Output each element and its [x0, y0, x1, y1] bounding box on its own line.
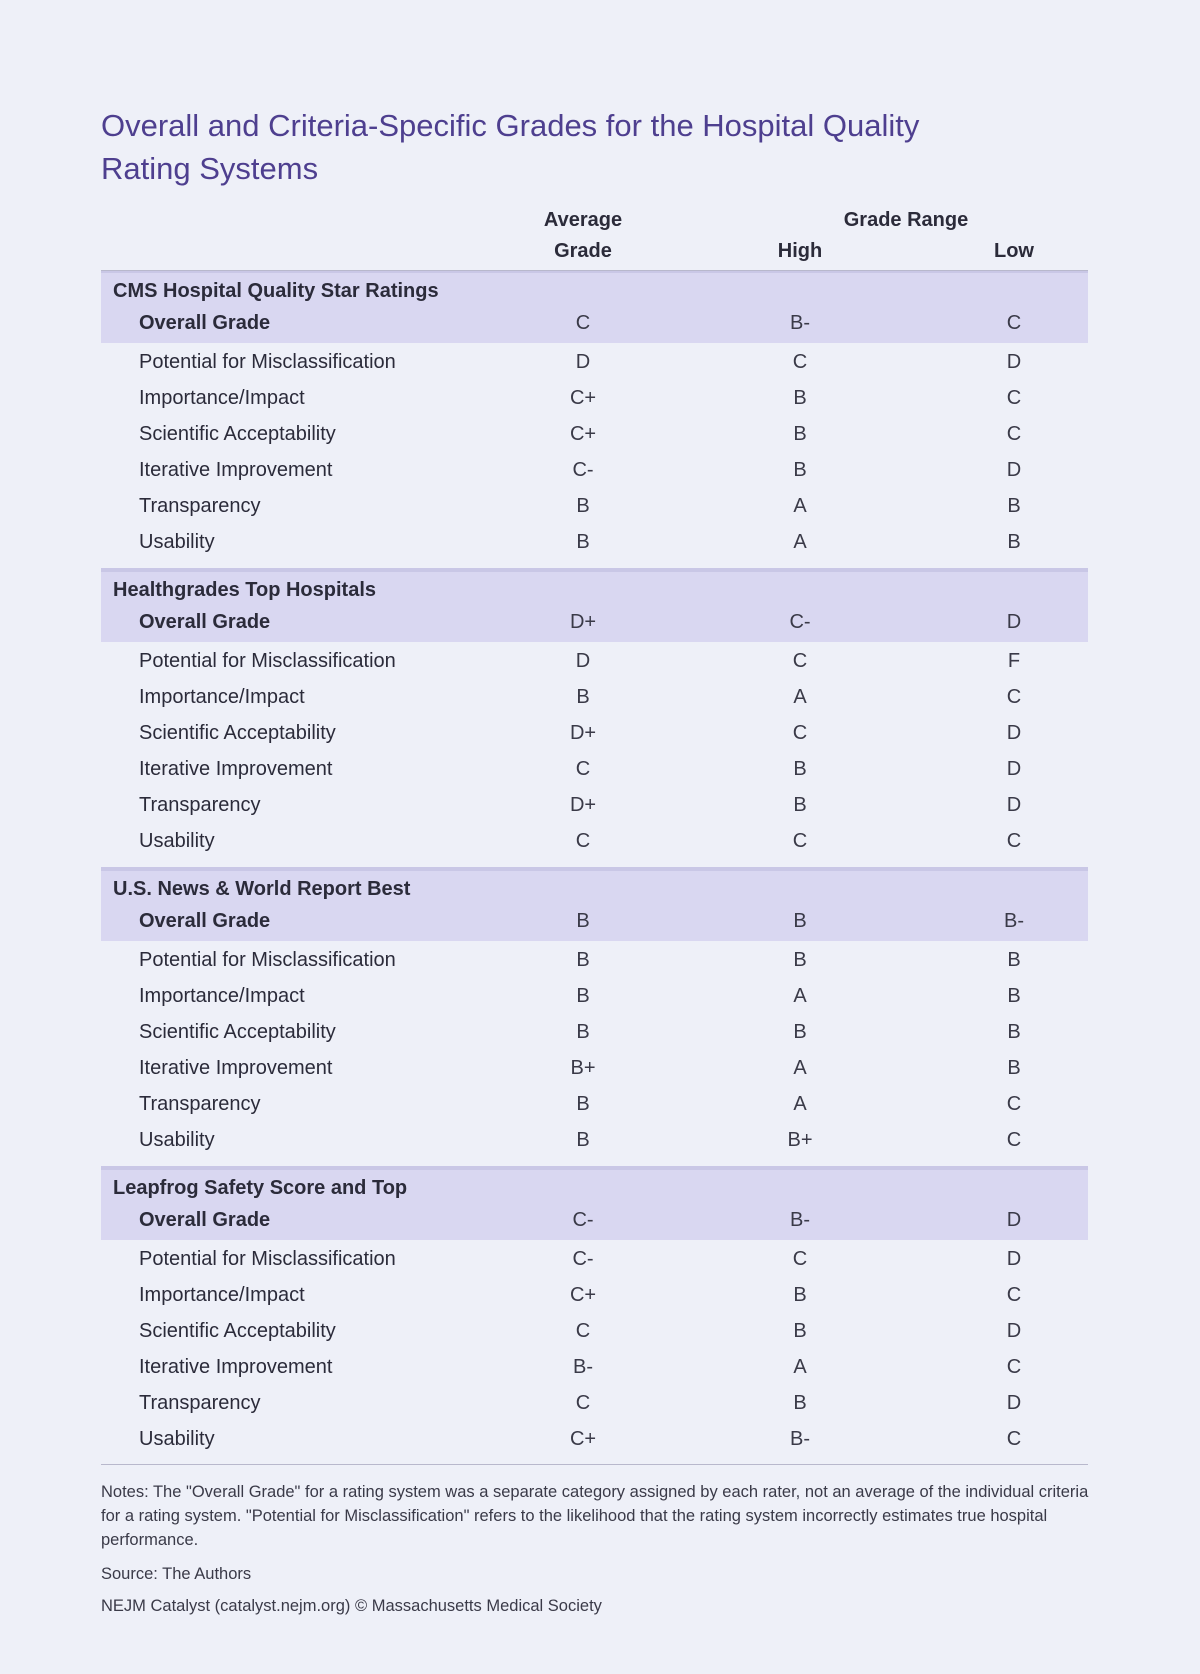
high-grade: C [792, 722, 808, 744]
table-row [101, 416, 1088, 452]
high-grade: C- [789, 611, 811, 633]
table-row [101, 488, 1088, 524]
low-grade: C [1006, 423, 1022, 445]
criterion-label: Iterative Improvement [139, 758, 333, 780]
table-row [101, 1349, 1088, 1385]
criterion-label: Importance/Impact [139, 985, 305, 1007]
criterion-label: Usability [139, 830, 215, 852]
table-row [101, 903, 1088, 939]
high-grade: A [793, 495, 807, 517]
low-grade: D [1006, 351, 1022, 373]
criterion-label: Importance/Impact [139, 1284, 305, 1306]
table-row [101, 1241, 1088, 1277]
table-row [101, 679, 1088, 715]
criterion-label: Scientific Acceptability [139, 722, 336, 744]
average-grade: D+ [569, 611, 597, 633]
table-row [101, 380, 1088, 416]
average-grade: C+ [569, 387, 597, 409]
average-grade: C [575, 1392, 591, 1414]
criterion-label: Iterative Improvement [139, 1356, 333, 1378]
high-grade: B [793, 1284, 807, 1306]
average-grade: C- [572, 1209, 594, 1231]
average-grade: D [575, 650, 591, 672]
criterion-label: Potential for Misclassification [139, 650, 396, 672]
high-grade: C [792, 1248, 808, 1270]
low-grade: B [1007, 495, 1021, 517]
table-row [101, 823, 1088, 859]
high-grade: A [793, 531, 807, 553]
high-grade: A [793, 1093, 807, 1115]
header-average-line2: Grade [554, 240, 612, 262]
low-grade: F [1007, 650, 1021, 672]
table-row [101, 1421, 1088, 1457]
header-high: High [777, 240, 823, 262]
high-grade: B [793, 910, 807, 932]
average-grade: C- [572, 1248, 594, 1270]
low-grade: B- [1004, 910, 1024, 932]
table-row [101, 643, 1088, 679]
high-grade: B- [790, 312, 810, 334]
criterion-label: Overall Grade [139, 611, 271, 633]
criterion-label: Potential for Misclassification [139, 949, 396, 971]
average-grade: D [575, 351, 591, 373]
table-row [101, 1014, 1088, 1050]
table-row [101, 604, 1088, 640]
low-grade: C [1006, 1093, 1022, 1115]
high-grade: A [793, 1057, 807, 1079]
page-title: Overall and Criteria-Specific Grades for the Hospital Quality Rating Systems [101, 108, 920, 186]
high-grade: B [793, 423, 807, 445]
average-grade: D+ [569, 794, 597, 816]
low-grade: C [1006, 1284, 1022, 1306]
high-grade: C [792, 351, 808, 373]
average-grade: C [575, 758, 591, 780]
low-grade: C [1006, 830, 1022, 852]
criterion-label: Transparency [139, 495, 261, 517]
average-grade: B [576, 985, 590, 1007]
average-grade: B [576, 686, 590, 708]
low-grade: B [1007, 1057, 1021, 1079]
high-grade: B [793, 1392, 807, 1414]
low-grade: D [1006, 722, 1022, 744]
criterion-label: Overall Grade [139, 910, 271, 932]
criterion-label: Scientific Acceptability [139, 1021, 336, 1043]
low-grade: B [1007, 985, 1021, 1007]
low-grade: B [1007, 949, 1021, 971]
table-row [101, 1277, 1088, 1313]
table-row [101, 715, 1088, 751]
criterion-label: Importance/Impact [139, 686, 305, 708]
criterion-label: Scientific Acceptability [139, 423, 336, 445]
criterion-label: Usability [139, 1129, 215, 1151]
criterion-label: Overall Grade [139, 1209, 271, 1231]
footer-divider [101, 1464, 1088, 1465]
low-grade: C [1006, 312, 1022, 334]
table-row [101, 751, 1088, 787]
low-grade: D [1006, 611, 1022, 633]
criterion-label: Potential for Misclassification [139, 351, 396, 373]
table-row [101, 1086, 1088, 1122]
criterion-label: Potential for Misclassification [139, 1248, 396, 1270]
high-grade: A [793, 686, 807, 708]
table-row [101, 452, 1088, 488]
average-grade: B [576, 1093, 590, 1115]
average-grade: B [576, 1021, 590, 1043]
low-grade: D [1006, 1248, 1022, 1270]
low-grade: C [1006, 387, 1022, 409]
table-row [101, 787, 1088, 823]
high-grade: B [793, 387, 807, 409]
average-grade: C+ [569, 1428, 597, 1450]
section-title: CMS Hospital Quality Star Ratings [113, 280, 439, 302]
average-grade: C+ [569, 423, 597, 445]
criterion-label: Transparency [139, 794, 261, 816]
rating-system-section [101, 1168, 1088, 1467]
notes: Notes: The "Overall Grade" for a rating system was a separate category assigned by each rater, not an average of the individual criteria for a rating system. "Potential for Misclassification" refers to the likelihood that the rating system incorrectly estimates true hospital performance. [101, 1483, 1089, 1549]
high-grade: B [793, 1021, 807, 1043]
source: Source: The Authors [101, 1565, 252, 1583]
low-grade: D [1006, 1392, 1022, 1414]
criterion-label: Transparency [139, 1093, 261, 1115]
criterion-label: Scientific Acceptability [139, 1320, 336, 1342]
high-grade: B [793, 949, 807, 971]
credit: NEJM Catalyst (catalyst.nejm.org) © Massachusetts Medical Society [101, 1597, 602, 1615]
criterion-label: Iterative Improvement [139, 459, 333, 481]
table-row [101, 344, 1088, 380]
high-grade: C [792, 650, 808, 672]
average-grade: B [576, 531, 590, 553]
table-row [101, 1313, 1088, 1349]
average-grade: B+ [570, 1057, 596, 1079]
low-grade: C [1006, 1428, 1022, 1450]
table-row [101, 1202, 1088, 1238]
high-grade: B [793, 794, 807, 816]
high-grade: A [793, 1356, 807, 1378]
low-grade: D [1006, 1209, 1022, 1231]
table-row [101, 978, 1088, 1014]
high-grade: B [793, 758, 807, 780]
criterion-label: Transparency [139, 1392, 261, 1414]
low-grade: D [1006, 794, 1022, 816]
average-grade: B [576, 1129, 590, 1151]
section-title: Healthgrades Top Hospitals [113, 579, 377, 601]
high-grade: B- [790, 1209, 810, 1231]
criterion-label: Iterative Improvement [139, 1057, 333, 1079]
average-grade: B- [573, 1356, 593, 1378]
rating-system-section [101, 570, 1088, 869]
header-low: Low [994, 240, 1034, 262]
average-grade: B [576, 949, 590, 971]
low-grade: C [1006, 1356, 1022, 1378]
table-row [101, 1050, 1088, 1086]
low-grade: C [1006, 1129, 1022, 1151]
average-grade: C+ [569, 1284, 597, 1306]
rating-system-section [101, 869, 1088, 1168]
low-grade: C [1006, 686, 1022, 708]
low-grade: D [1006, 459, 1022, 481]
table-row [101, 305, 1088, 341]
criterion-label: Usability [139, 1428, 215, 1450]
header-average-line1: Average [543, 209, 623, 231]
average-grade: C [575, 1320, 591, 1342]
criterion-label: Overall Grade [139, 312, 271, 334]
average-grade: B [576, 495, 590, 517]
high-grade: B [793, 1320, 807, 1342]
section-title: U.S. News & World Report Best [113, 878, 411, 900]
low-grade: B [1007, 1021, 1021, 1043]
table-row [101, 1122, 1088, 1158]
high-grade: B+ [787, 1129, 813, 1151]
average-grade: C- [572, 459, 594, 481]
header-grade-range: Grade Range [843, 209, 969, 231]
high-grade: B- [790, 1428, 810, 1450]
table-row [101, 1385, 1088, 1421]
low-grade: D [1006, 758, 1022, 780]
low-grade: D [1006, 1320, 1022, 1342]
criterion-label: Importance/Impact [139, 387, 305, 409]
average-grade: C [575, 312, 591, 334]
table-row [101, 524, 1088, 560]
average-grade: D+ [569, 722, 597, 744]
low-grade: B [1007, 531, 1021, 553]
average-grade: C [575, 830, 591, 852]
table-row [101, 942, 1088, 978]
high-grade: C [792, 830, 808, 852]
section-title: Leapfrog Safety Score and Top [113, 1177, 408, 1199]
high-grade: B [793, 459, 807, 481]
high-grade: A [793, 985, 807, 1007]
average-grade: B [576, 910, 590, 932]
criterion-label: Usability [139, 531, 215, 553]
rating-system-section [101, 271, 1088, 570]
